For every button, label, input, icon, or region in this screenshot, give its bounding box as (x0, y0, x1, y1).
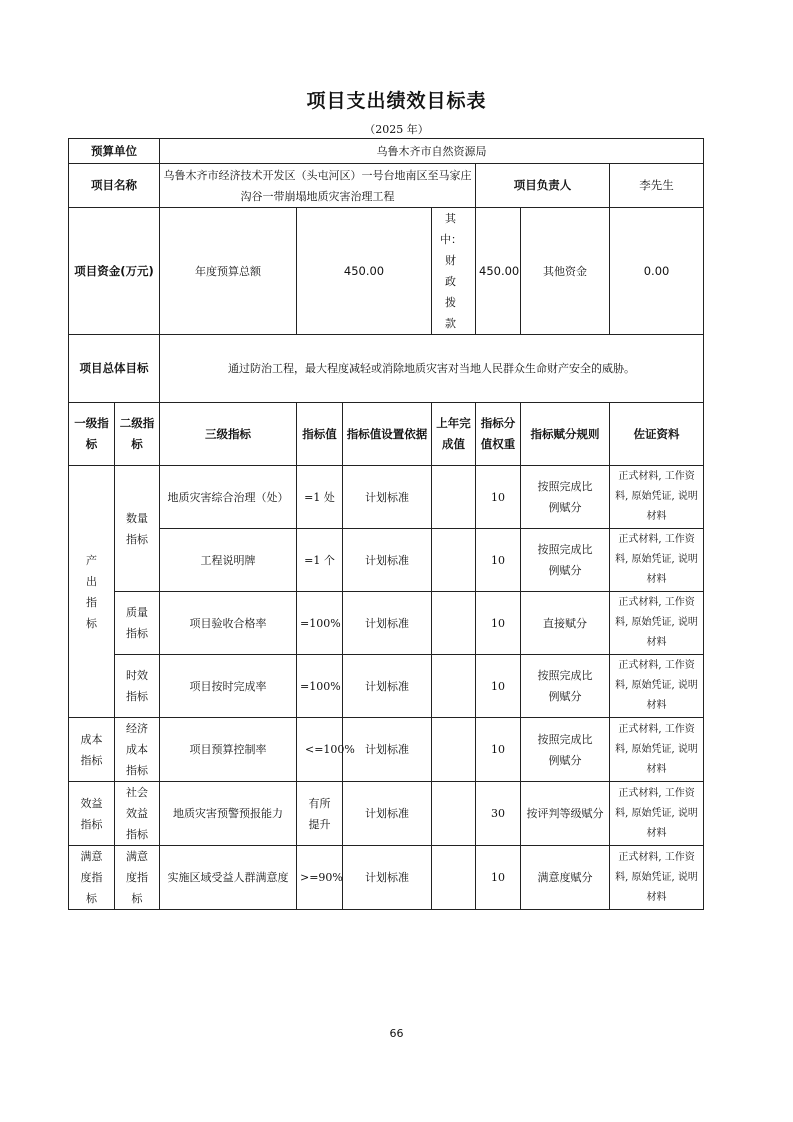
table-row (69, 655, 704, 718)
evidence-cell: 正式材料, 工作资料, 原始凭证, 说明材料 (610, 529, 704, 592)
value-cell: <=100% (297, 718, 343, 782)
table-row (69, 529, 704, 592)
weight-cell: 10 (476, 718, 521, 782)
weight-cell: 30 (476, 782, 521, 846)
basis-cell: 计划标准 (343, 782, 432, 846)
group-output: 产出指标 (69, 466, 115, 718)
value-cell: 有所提升 (297, 782, 343, 846)
column-header-row (69, 403, 704, 466)
annual-budget-label: 年度预算总额 (160, 208, 297, 335)
last-year-cell (432, 846, 476, 910)
weight-cell: 10 (476, 592, 521, 655)
last-year-cell (432, 782, 476, 846)
group-quantity: 数量指标 (115, 466, 160, 592)
basis-cell: 计划标准 (343, 592, 432, 655)
rule-cell: 按照完成比例赋分 (521, 529, 610, 592)
table-row (69, 846, 704, 910)
funds-label: 项目资金(万元) (69, 208, 160, 335)
rule-cell: 按照完成比例赋分 (521, 718, 610, 782)
value-cell: =1 个 (297, 529, 343, 592)
annual-budget-value: 450.00 (297, 208, 432, 335)
project-leader-label: 项目负责人 (476, 164, 610, 208)
rule-cell: 按评判等级赋分 (521, 782, 610, 846)
funds-row (69, 208, 704, 335)
group-cost: 成本指标 (69, 718, 115, 782)
indicator-cell: 项目验收合格率 (160, 592, 297, 655)
value-cell: =1 处 (297, 466, 343, 529)
performance-table (68, 138, 704, 910)
evidence-cell: 正式材料, 工作资料, 原始凭证, 说明材料 (610, 466, 704, 529)
weight-cell: 10 (476, 529, 521, 592)
value-cell: =100% (297, 592, 343, 655)
group-benefit: 效益指标 (69, 782, 115, 846)
basis-cell: 计划标准 (343, 655, 432, 718)
overall-goal-row (69, 335, 704, 403)
project-name-row (69, 164, 704, 208)
group-satisfaction-sub: 满意度指标 (115, 846, 160, 910)
fiscal-value: 450.00 (476, 208, 521, 335)
year-subtitle: （2025 年） (364, 123, 429, 136)
table-row (69, 466, 704, 529)
last-year-cell (432, 718, 476, 782)
overall-goal-value: 通过防治工程，最大程度减轻或消除地质灾害对当地人民群众生命财产安全的威胁。 (160, 335, 704, 403)
group-satisfaction: 满意度指标 (69, 846, 115, 910)
evidence-cell: 正式材料, 工作资料, 原始凭证, 说明材料 (610, 846, 704, 910)
rule-cell: 按照完成比例赋分 (521, 466, 610, 529)
indicator-cell: 项目按时完成率 (160, 655, 297, 718)
indicator-cell: 实施区域受益人群满意度 (160, 846, 297, 910)
evidence-cell: 正式材料, 工作资料, 原始凭证, 说明材料 (610, 655, 704, 718)
col-value: 指标值 (297, 403, 343, 466)
budget-unit-value: 乌鲁木齐市自然资源局 (160, 139, 704, 164)
weight-cell: 10 (476, 846, 521, 910)
col-rule: 指标赋分规则 (521, 403, 610, 466)
budget-unit-row (69, 139, 704, 164)
value-cell: =100% (297, 655, 343, 718)
evidence-cell: 正式材料, 工作资料, 原始凭证, 说明材料 (610, 592, 704, 655)
basis-cell: 计划标准 (343, 846, 432, 910)
basis-cell: 计划标准 (343, 466, 432, 529)
indicator-cell: 地质灾害预警预报能力 (160, 782, 297, 846)
weight-cell: 10 (476, 655, 521, 718)
group-social-benefit: 社会效益指标 (115, 782, 160, 846)
value-cell: >=90% (297, 846, 343, 910)
project-leader-value: 李先生 (610, 164, 704, 208)
other-funds-value: 0.00 (643, 263, 670, 278)
weight-cell: 10 (476, 466, 521, 529)
group-economic-cost: 经济成本指标 (115, 718, 160, 782)
indicator-cell: 工程说明牌 (160, 529, 297, 592)
budget-unit-label: 预算单位 (69, 139, 160, 164)
group-timeliness: 时效指标 (115, 655, 160, 718)
col-weight: 指标分值权重 (476, 403, 521, 466)
col-level3: 三级指标 (160, 403, 297, 466)
other-funds-label-cell: 其他资金 (521, 208, 610, 335)
basis-cell: 计划标准 (343, 529, 432, 592)
group-quality: 质量指标 (115, 592, 160, 655)
fiscal-label: 其中：财政拨款 (432, 208, 476, 335)
last-year-cell (432, 529, 476, 592)
rule-cell: 满意度赋分 (521, 846, 610, 910)
other-funds-cell (610, 208, 704, 335)
evidence-cell: 正式材料, 工作资料, 原始凭证, 说明材料 (610, 782, 704, 846)
indicator-cell: 项目预算控制率 (160, 718, 297, 782)
col-level1: 一级指标 (69, 403, 115, 466)
page-number: 66 (389, 1027, 404, 1040)
basis-cell: 计划标准 (343, 718, 432, 782)
overall-goal-label: 项目总体目标 (69, 335, 160, 403)
last-year-cell (432, 655, 476, 718)
col-evidence: 佐证资料 (610, 403, 704, 466)
col-basis: 指标值设置依据 (343, 403, 432, 466)
table-row (69, 782, 704, 846)
last-year-cell (432, 592, 476, 655)
indicator-cell: 地质灾害综合治理（处） (160, 466, 297, 529)
page-title: 项目支出绩效目标表 (306, 90, 487, 112)
rule-cell: 直接赋分 (521, 592, 610, 655)
col-last-year: 上年完成值 (432, 403, 476, 466)
last-year-cell (432, 466, 476, 529)
table-row (69, 718, 704, 782)
evidence-cell: 正式材料, 工作资料, 原始凭证, 说明材料 (610, 718, 704, 782)
project-name-label: 项目名称 (69, 164, 160, 208)
col-level2: 二级指标 (115, 403, 160, 466)
rule-cell: 按照完成比例赋分 (521, 655, 610, 718)
project-name-value: 乌鲁木齐市经济技术开发区（头屯河区）一号台地南区至马家庄沟谷一带崩塌地质灾害治理工程 (160, 164, 476, 208)
table-row (69, 592, 704, 655)
